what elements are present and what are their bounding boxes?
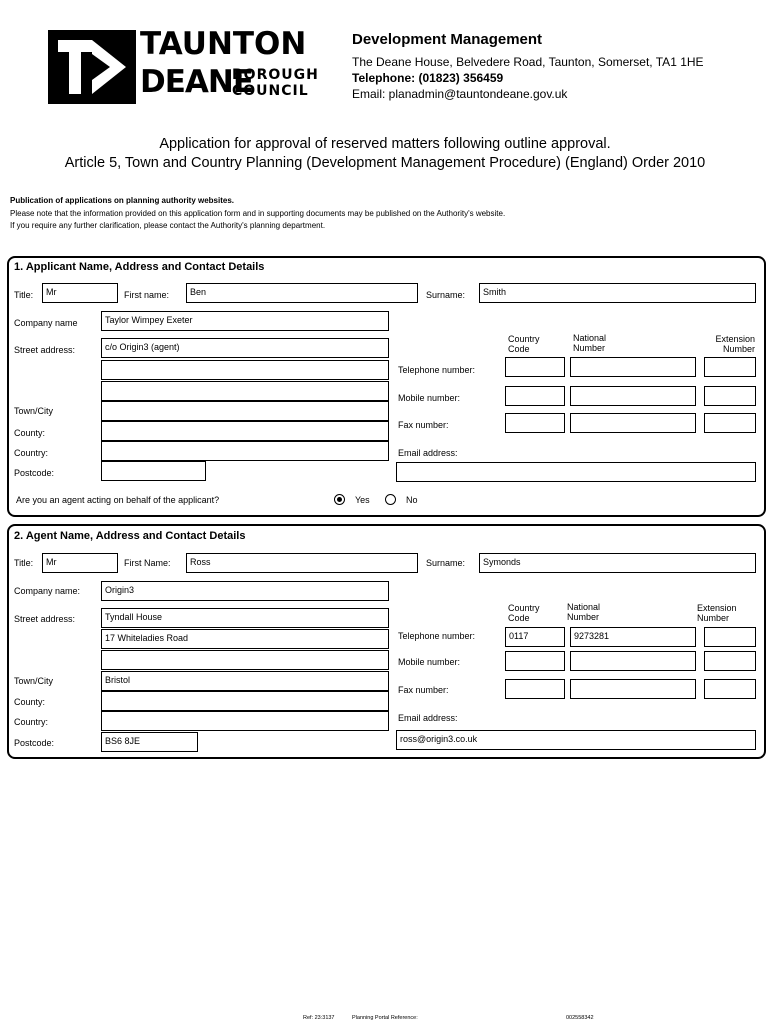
council-telephone: Telephone: (01823) 356459 [352,71,504,85]
applicant-extension-label: Extension Number [715,334,755,354]
applicant-first-name-label: First name: [124,290,170,300]
agent-yes-label: Yes [355,495,370,505]
footer-portal-label: Planning Portal Reference: [352,1015,418,1021]
agent-country-label: Country: [14,717,49,727]
agent-town-label: Town/City [14,676,54,686]
agent-extension-label: Extension Number [697,603,737,623]
applicant-fax-number-input[interactable] [570,413,696,433]
agent-street-input-2[interactable]: 17 Whiteladies Road [101,629,389,649]
agent-postcode-label: Postcode: [14,738,55,748]
applicant-email-label: Email address: [398,448,458,458]
agent-mobile-number-input[interactable] [570,651,696,671]
agent-telephone-label: Telephone number: [398,631,476,641]
form-title: Application for approval of reserved matters following outline approval. [159,136,611,152]
agent-no-radio[interactable] [385,494,396,505]
council-logo [48,26,319,105]
agent-country-code-label: Country Code [508,603,540,623]
agent-yes-radio[interactable] [334,494,345,505]
publication-clarification: If you require any further clarification, please contact the Authority's planning department. [10,221,326,230]
agent-title-label: Title: [14,558,34,568]
agent-mobile-code-input[interactable] [505,651,565,671]
agent-fax-code-input[interactable] [505,679,565,699]
applicant-first-name-input[interactable]: Ben [186,283,418,303]
agent-company-input[interactable]: Origin3 [101,581,389,601]
applicant-town-input[interactable] [101,401,389,421]
council-address: The Deane House, Belvedere Road, Taunton, Somerset, TA1 1HE [352,55,704,69]
agent-postcode-input[interactable]: BS6 8JE [101,732,198,752]
agent-fax-extension-input[interactable] [704,679,756,699]
agent-national-number-label: National Number [567,602,601,622]
applicant-country-label: Country: [14,448,49,458]
agent-telephone-code-input[interactable]: 0117 [505,627,565,647]
agent-county-label: County: [14,697,46,707]
agent-mobile-extension-input[interactable] [704,651,756,671]
applicant-national-number-label: National Number [573,333,607,353]
applicant-mobile-extension-input[interactable] [704,386,756,406]
applicant-telephone-number-input[interactable] [570,357,696,377]
agent-first-name-label: First Name: [124,558,171,568]
agent-no-label: No [406,495,418,505]
applicant-street-input-1[interactable]: c/o Origin3 (agent) [101,338,389,358]
applicant-mobile-code-input[interactable] [505,386,565,406]
applicant-county-label: County: [14,428,46,438]
applicant-company-label: Company name [14,318,78,328]
applicant-surname-input[interactable]: Smith [479,283,756,303]
agent-email-input[interactable]: ross@origin3.co.uk [396,730,756,750]
applicant-street-input-3[interactable] [101,381,389,401]
applicant-telephone-code-input[interactable] [505,357,565,377]
agent-street-input-3[interactable] [101,650,389,670]
applicant-mobile-label: Mobile number: [398,393,461,403]
agent-telephone-number-input[interactable]: 9273281 [570,627,696,647]
agent-section-heading: 2. Agent Name, Address and Contact Details [14,530,246,542]
applicant-section-heading: 1. Applicant Name, Address and Contact Details [14,261,265,273]
agent-email-label: Email address: [398,713,458,723]
agent-first-name-input[interactable]: Ross [186,553,418,573]
agent-question-label: Are you an agent acting on behalf of the applicant? [16,495,220,505]
council-email: Email: planadmin@tauntondeane.gov.uk [352,87,568,101]
publication-heading: Publication of applications on planning authority websites. [10,196,235,205]
publication-note: Please note that the information provided on this application form and in supporting documents may be published on the Authority's website. [10,209,506,218]
applicant-title-label: Title: [14,290,34,300]
form-subtitle: Article 5, Town and Country Planning (Development Management Procedure) (England) Order 2010 [64,155,706,171]
agent-county-input[interactable] [101,691,389,711]
agent-title-input[interactable]: Mr [42,553,118,573]
agent-surname-label: Surname: [426,558,466,568]
applicant-company-input[interactable]: Taylor Wimpey Exeter [101,311,389,331]
logo-text-deane: DEANE [140,64,254,100]
agent-company-label: Company name: [14,586,81,596]
logo-emblem-icon [48,30,136,104]
footer-ref: Ref: 23:3137 [303,1015,335,1021]
applicant-telephone-extension-input[interactable] [704,357,756,377]
agent-fax-label: Fax number: [398,685,449,695]
applicant-country-input[interactable] [101,441,389,461]
department-title: Development Management [352,31,543,48]
applicant-mobile-number-input[interactable] [570,386,696,406]
footer-portal-reference: 002558342 [566,1015,594,1021]
applicant-fax-extension-input[interactable] [704,413,756,433]
applicant-county-input[interactable] [101,421,389,441]
agent-town-input[interactable]: Bristol [101,671,389,691]
agent-mobile-label: Mobile number: [398,657,461,667]
logo-text-borough: BOROUGH [232,67,319,83]
applicant-street-label: Street address: [14,345,76,355]
applicant-country-code-label: Country Code [508,334,540,354]
applicant-surname-label: Surname: [426,290,466,300]
agent-surname-input[interactable]: Symonds [479,553,756,573]
agent-street-input-1[interactable]: Tyndall House [101,608,389,628]
applicant-postcode-input[interactable] [101,461,206,481]
applicant-title-input[interactable]: Mr [42,283,118,303]
applicant-fax-label: Fax number: [398,420,449,430]
agent-street-label: Street address: [14,614,76,624]
applicant-town-label: Town/City [14,406,54,416]
logo-text-council: COUNCIL [232,83,309,99]
agent-country-input[interactable] [101,711,389,731]
agent-fax-number-input[interactable] [570,679,696,699]
applicant-postcode-label: Postcode: [14,468,55,478]
logo-text-taunton: TAUNTON [140,26,307,62]
agent-telephone-extension-input[interactable] [704,627,756,647]
applicant-telephone-label: Telephone number: [398,365,476,375]
applicant-email-input[interactable] [396,462,756,482]
applicant-street-input-2[interactable] [101,360,389,380]
applicant-fax-code-input[interactable] [505,413,565,433]
